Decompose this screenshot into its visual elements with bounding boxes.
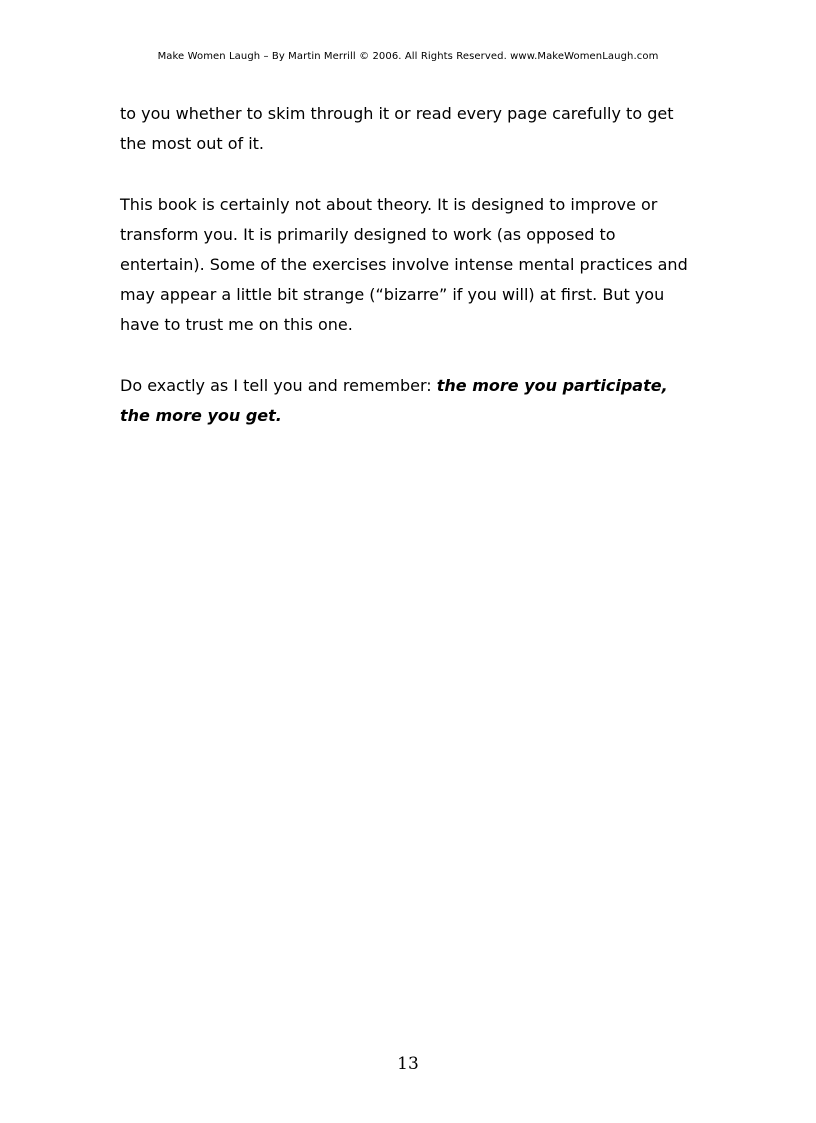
paragraph-about-book: This book is certainly not about theory. It is designed to improve or transform you. It is primarily designed to work (as opposed to entertain). Some of the exercises involve intense mental practices and may appear a little bit strange (“bizarre” if you will) at first. But you have to trust me on this one. xyxy=(120,195,688,334)
page-header: Make Women Laugh – By Martin Merrill © 2006. All Rights Reserved. www.MakeWomenLaugh.com xyxy=(157,51,659,62)
emphasized-phrase: the more you participate, the more you get. xyxy=(120,376,668,425)
body-text xyxy=(120,99,700,462)
paragraph-continuation: to you whether to skim through it or read every page carefully to get the most out of it. xyxy=(120,104,674,153)
paragraph-instruction-lead: Do exactly as I tell you and remember: xyxy=(120,376,437,395)
paragraph-instruction xyxy=(120,371,700,431)
page-number: 13 xyxy=(397,1054,419,1074)
